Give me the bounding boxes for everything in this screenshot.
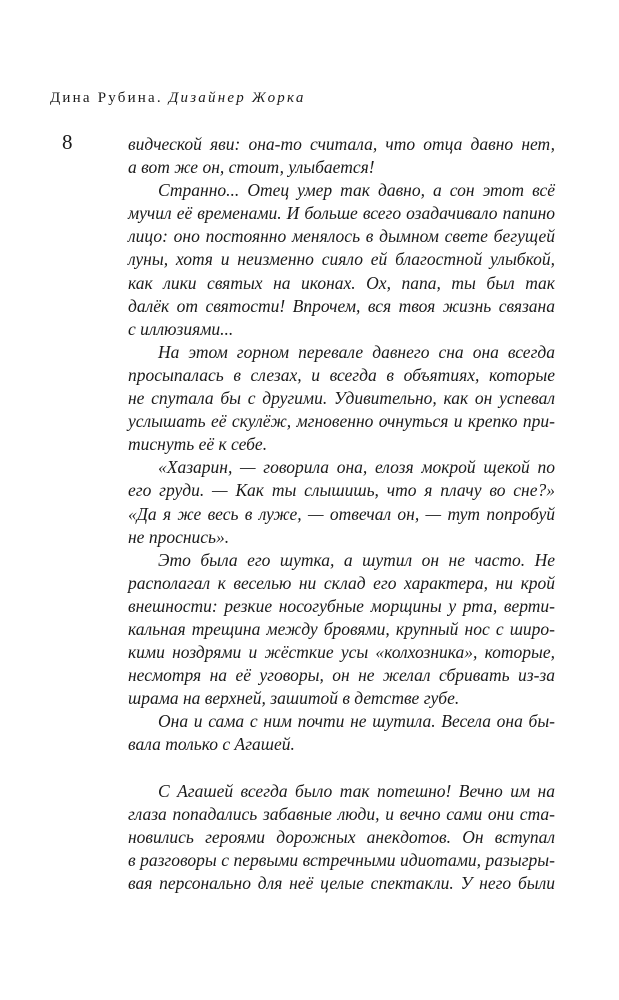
text-line: не спутала бы с другими. Удивительно, как он успевал [128, 388, 555, 409]
text-line: мучил её временами. И больше всего озадачивало папино [128, 203, 555, 224]
text-line: луны, хотя и неизменно сияло ей благостной улыбкой, [128, 249, 555, 270]
text-line: далёк от святости! Впрочем, вся твоя жизнь связана [128, 295, 555, 316]
text-line: вала только с Агашей. [128, 734, 295, 755]
text-line: несмотря на её уговоры, он не желал сбривать из-за [128, 665, 555, 686]
text-line: кальная трещина между бровями, крупный нос с широ- [128, 618, 555, 639]
paragraph [128, 341, 555, 456]
paragraph [128, 456, 555, 548]
text-line: в разговоры с первыми встречными идиотами, разыгры- [128, 849, 555, 870]
text-line: внешности: резкие носогубные морщины у рта, верти- [128, 595, 555, 616]
text-line: новились героями дорожных анекдотов. Он вступал [128, 826, 555, 847]
text-line: Странно... Отец умер так давно, а сон этот всё [158, 180, 555, 201]
author-name: Дина Рубина. [50, 90, 163, 106]
text-line: с иллюзиями... [128, 318, 234, 339]
text-line: глаза попадались забавные люди, и вечно сами они ста- [128, 803, 555, 824]
paragraph [128, 780, 555, 895]
text-line: «Да я же весь в луже, — отвечал он, — тут попробуй [128, 503, 555, 524]
book-title: Дизайнер Жорка [168, 90, 306, 106]
text-line: тиснуть её к себе. [128, 434, 268, 455]
text-line: как лики святых на иконах. Ох, папа, ты был так [128, 272, 555, 293]
paragraph [128, 133, 555, 179]
text-line: шрама на верхней, зашитой в детстве губе. [128, 688, 460, 709]
text-line: «Хазарин, — говорила она, елозя мокрой щекой по [158, 457, 555, 478]
text-line: Она и сама с ним почти не шутила. Весела она бы- [158, 711, 555, 732]
page-number: 8 [62, 130, 73, 154]
paragraph [128, 549, 555, 711]
paragraph [128, 710, 555, 756]
text-line: кими ноздрями и жёсткие усы «колхозника», которые, [128, 642, 555, 663]
text-line: услышать её скулёж, мгновенно очнуться и крепко при- [128, 411, 555, 432]
text-line: видческой яви: она-то считала, что отца давно нет, [128, 134, 555, 154]
text-line: располагал к веселью ни склад его характера, ни крой [128, 572, 555, 593]
paragraph [128, 179, 555, 341]
running-head [50, 90, 306, 107]
text-line: лицо: оно постоянно менялось в дымном свете бегущей [128, 226, 555, 247]
text-line: С Агашей всегда было так потешно! Вечно им на [158, 780, 555, 801]
text-line: На этом горном перевале давнего сна она всегда [158, 341, 555, 362]
section-break [128, 757, 555, 780]
text-line: Это была его шутка, а шутил он не часто. Не [158, 549, 555, 570]
text-line: а вот же он, стоит, улыбается! [128, 157, 375, 178]
text-line: не проснись». [128, 526, 230, 547]
text-line: вая персонально для неё целые спектакли. У него были [128, 873, 555, 893]
text-line: его груди. — Как ты слышишь, что я плачу во сне?» [128, 480, 555, 501]
text-line: просыпалась в слезах, и всегда в объятиях, которые [128, 364, 555, 385]
body-text [128, 133, 555, 895]
